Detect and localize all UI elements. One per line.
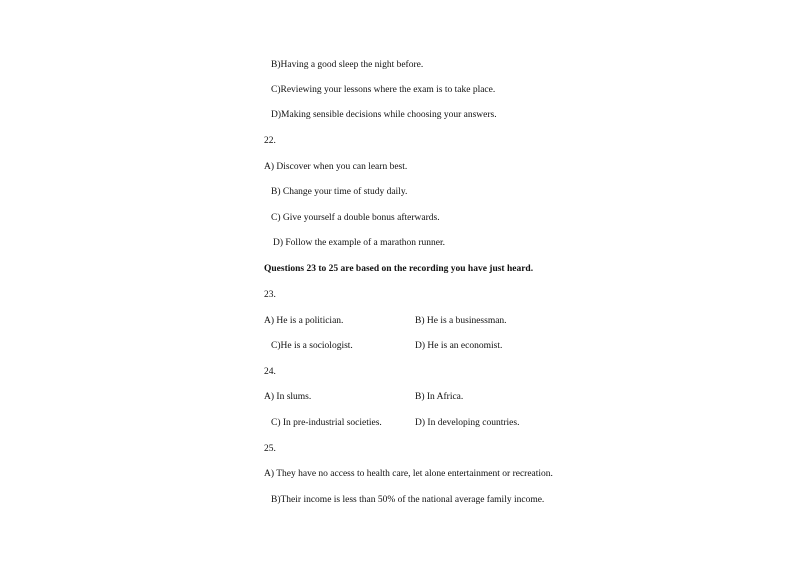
q24-option-d: D) In developing countries. (415, 418, 520, 428)
q23-number: 23. (264, 290, 276, 300)
q23-option-c: C)He is a sociologist. (271, 341, 353, 351)
q22-option-d: D) Follow the example of a marathon runner. (273, 238, 446, 248)
q25-option-a: A) They have no access to health care, let alone entertainment or recreation. (264, 469, 553, 479)
section-heading: Questions 23 to 25 are based on the recording you have just heard. (264, 264, 534, 274)
q22-option-b: B) Change your time of study daily. (271, 187, 408, 197)
q22-option-a: A) Discover when you can learn best. (264, 162, 408, 172)
q23-option-b: B) He is a businessman. (415, 316, 507, 326)
q21-option-b: B)Having a good sleep the night before. (271, 60, 424, 70)
q22-option-c: C) Give yourself a double bonus afterwards. (271, 213, 440, 223)
q25-option-b: B)Their income is less than 50% of the national average family income. (271, 495, 545, 505)
q21-option-d: D)Making sensible decisions while choosing your answers. (271, 110, 497, 120)
q24-option-a: A) In slums. (264, 392, 312, 402)
q23-option-d: D) He is an economist. (415, 341, 503, 351)
q23-option-a: A) He is a politician. (264, 316, 344, 326)
q24-number: 24. (264, 367, 276, 377)
q24-option-c: C) In pre-industrial societies. (271, 418, 382, 428)
q24-option-b: B) In Africa. (415, 392, 464, 402)
q22-number: 22. (264, 136, 276, 146)
q25-number: 25. (264, 444, 276, 454)
q21-option-c: C)Reviewing your lessons where the exam is to take place. (271, 85, 496, 95)
